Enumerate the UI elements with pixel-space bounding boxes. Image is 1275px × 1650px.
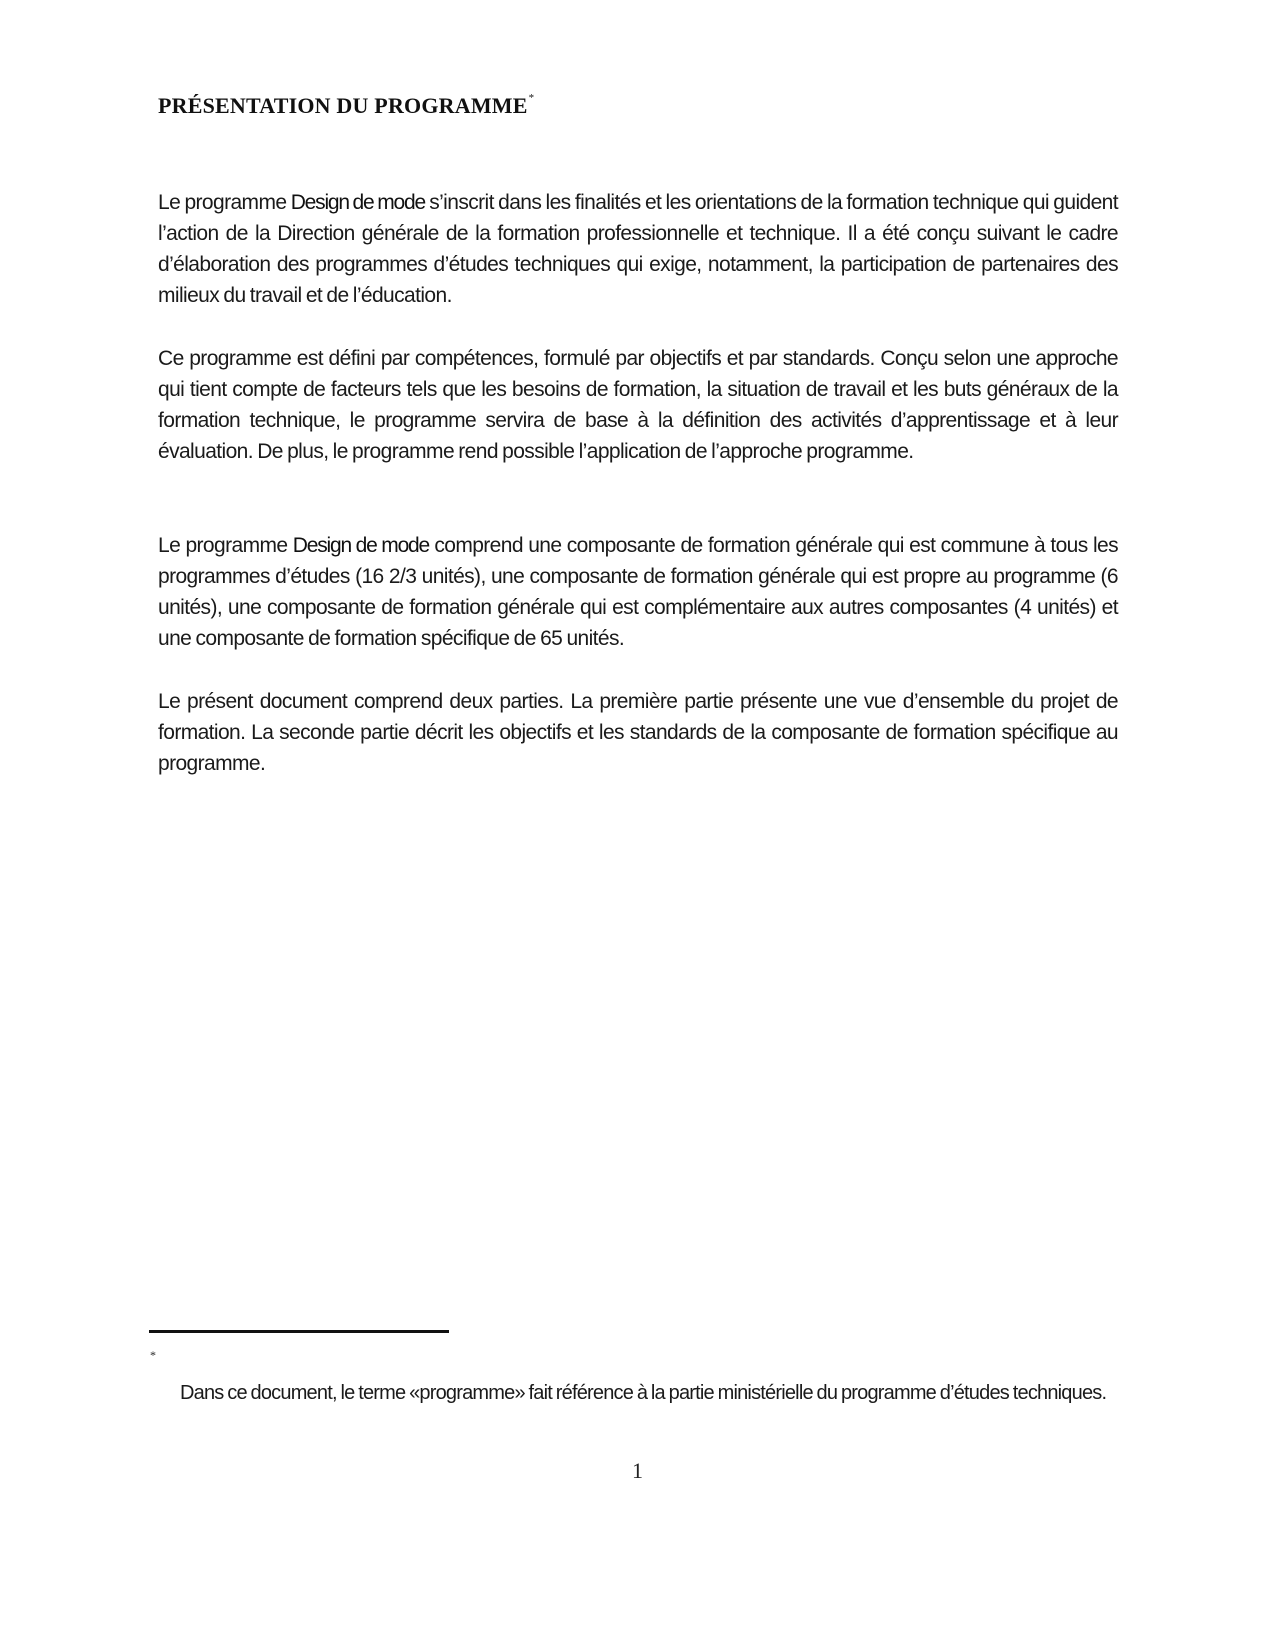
program-name: Design de mode xyxy=(292,534,430,557)
paragraph-4: Le présent document comprend deux parties. La première partie présente une vue d’ensemble du projet de formation. La seconde partie décrit les objectifs et les standards de la composante de formation spécifique au programme. xyxy=(158,690,1118,775)
page-title xyxy=(158,93,534,119)
paragraph-3-body: comprend une composante de formation générale qui est commune à tous les programmes d’études (16 2/3 unités), une composante de formation générale qui est propre au programme (6 unités), une composante de formation générale qui est complémentaire aux autres composantes (4 unités) et une composante de formation spécifique de 65 unités. xyxy=(158,534,1118,650)
paragraph-2: Ce programme est défini par compétences, formulé par objectifs et par standards. Conçu selon une approche qui tient compte de facteurs tels que les besoins de formation, la situation de travail et les buts généraux de la formation technique, le programme servira de base à la définition des activités d’apprentissage et à leur évaluation. De plus, le programme rend possible l’application de l’approche programme. xyxy=(158,347,1118,463)
footnote-marker: * xyxy=(150,1348,156,1362)
program-name: Design de mode xyxy=(290,191,425,214)
page-number: 1 xyxy=(632,1458,643,1483)
footnote-separator xyxy=(149,1330,449,1333)
paragraph-3 xyxy=(158,530,1118,654)
footnote-text: Dans ce document, le terme «programme» fait référence à la partie ministérielle du programme d’études techniques. xyxy=(180,1382,1107,1404)
page-title-text: PRÉSENTATION DU PROGRAMME xyxy=(158,93,528,118)
paragraph-3-intro: Le programme xyxy=(158,534,293,557)
paragraph-1 xyxy=(158,187,1118,311)
title-footnote-marker: * xyxy=(528,91,535,104)
paragraph-1-intro: Le programme xyxy=(158,191,291,214)
paragraph-1-body: s’inscrit dans les finalités et les orientations de la formation technique qui guident l’action de la Direction générale de la formation professionnelle et technique. Il a été conçu suivant le cadre d’élaboration des programmes d’études techniques qui exige, notamment, la participation de partenaires des milieux du travail et de l’éducation. xyxy=(158,191,1118,307)
